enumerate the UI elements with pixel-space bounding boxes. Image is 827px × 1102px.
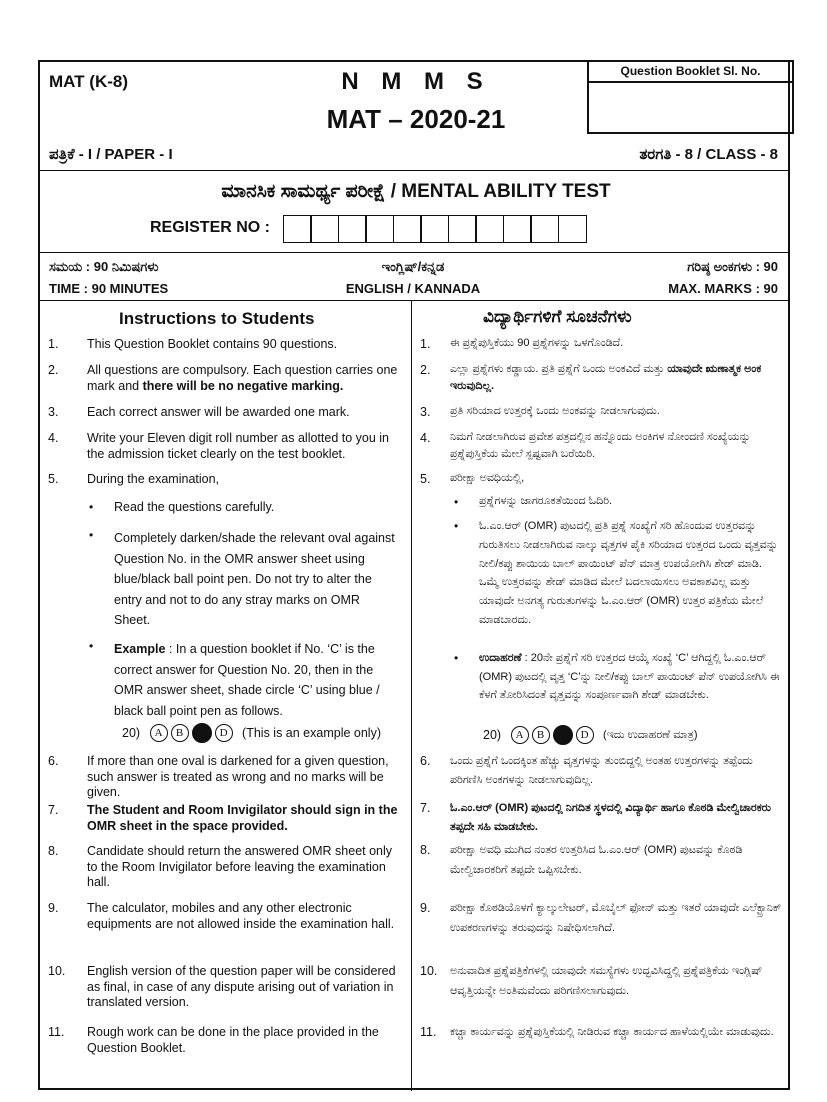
- kannada-instruction-5: ಪರೀಕ್ಷಾ ಅವಧಿಯಲ್ಲಿ,: [450, 472, 525, 484]
- register-number-boxes: [284, 215, 587, 243]
- item-number: 7.: [48, 803, 59, 817]
- exam-code: MAT (K-8): [49, 72, 128, 91]
- max-marks-kannada: ಗರಿಷ್ಠ ಅಂಕಗಳು : 90: [687, 259, 778, 274]
- kannada-instruction-10: ಅನುವಾದಿತ ಪ್ರಶ್ನೆಪತ್ರಿಕೆಗಳಲ್ಲಿ ಯಾವುದೇ ಸಮಸ್ಯೆಗಳು ಉದ್ಭವಿಸಿದ್ದಲ್ಲಿ ಪ್ರಶ್ನೆಪತ್ರಿಕೆಯ ಇಂಗ್ಲಿಷ್ ಆವೃತ್ತಿಯನ್ನೇ ಅಂತಿಮವೆಂದು ಪರಿಗಣಿಸಲಾಗುವುದು.: [450, 965, 763, 997]
- column-divider: [411, 301, 412, 1091]
- test-title: ಮಾನಸಿಕ ಸಾಮರ್ಥ್ಯ ಪರೀಕ್ಷೆ / MENTAL ABILITY TEST: [221, 181, 611, 202]
- paper-label: ಪತ್ರಿಕೆ - I / PAPER - I: [49, 146, 173, 163]
- instruction-3: Each correct answer will be awarded one mark.: [87, 405, 350, 419]
- item-number: 5.: [420, 472, 431, 486]
- item-number: 1.: [48, 337, 59, 351]
- page-frame: [38, 60, 790, 1090]
- kannada-instruction-5-bullet-1: ಪ್ರಶ್ನೆಗಳನ್ನು ಜಾಗರೂಕತೆಯಿಂದ ಓದಿರಿ.: [479, 495, 613, 507]
- example-omr-english: [122, 723, 381, 743]
- time-english: TIME : 90 MINUTES: [49, 281, 169, 296]
- kannada-instruction-4: ನಿಮಗೆ ನೀಡಲಾಗಿರುವ ಪ್ರವೇಶ ಪತ್ರದಲ್ಲಿನ ಹನ್ನೊಂದು ಅಂಕಿಗಳ ನೋಂದಣಿ ಸಂಖ್ಯೆಯನ್ನು ಪ್ರಶ್ನೆಪುಸ್ತಿಕೆಯ ಮೇಲೆ ಸ್ಪಷ್ಟವಾಗಿ ಬರೆಯಿರಿ.: [450, 431, 751, 460]
- instructions-heading-english: Instructions to Students: [119, 309, 315, 328]
- item-number: 11.: [420, 1025, 437, 1039]
- booklet-serial-box: [587, 60, 794, 134]
- booklet-serial-label: Question Booklet Sl. No.: [589, 62, 792, 83]
- instruction-5-bullet-3: Example : In a question booklet if No. ‘C’ is the correct answer for Question No. 20, then in the OMR answer sheet, shade circle ‘C’ using blue / black ball point pen as follows.: [114, 642, 380, 718]
- kannada-instruction-8: ಪರೀಕ್ಷಾ ಅವಧಿ ಮುಗಿದ ನಂತರ ಉತ್ತರಿಸಿದ ಓ.ಎಂ.ಆರ್ (OMR) ಪುಟವನ್ನು ಕೊಠಡಿ ಮೇಲ್ವಿಚಾರಕರಿಗೆ ತಪ್ಪದೇ ಒಪ್ಪಿಸಬೇಕು.: [450, 844, 743, 876]
- kannada-instruction-5-bullet-2: ಓ.ಎಂ.ಆರ್ (OMR) ಪುಟದಲ್ಲಿ ಪ್ರತಿ ಪ್ರಶ್ನೆ ಸಂಖ್ಯೆಗೆ ಸರಿ ಹೊಂದುವ ಉತ್ತರವನ್ನು ಗುರುತಿಸಲು ನೀಡಲಾಗಿರುವ ನಾಲ್ಕು ವೃತ್ತಗಳ ಪೈಕಿ ಸರಿಯಾದ ಉತ್ತರದ ಒಂದು ವೃತ್ತವನ್ನು ನೀಲಿ/ಕಪ್ಪು ಶಾಯಿಯ ಬಾಲ್ ಪಾಯಿಂಟ್ ಪೆನ್ ಮಾತ್ರ ಉಪಯೋಗಿಸಿ ಶೇಡ್ ಮಾಡಿ. ಒಮ್ಮೆ ಉತ್ತರವನ್ನು ಶೇಡ್ ಮಾಡಿದ ಮೇಲೆ ಬದಲಾಯಿಸಲು ಅವಕಾಶವಿಲ್ಲ ಮತ್ತು ಯಾವುದೇ ಅನಗತ್ಯ ಗುರುತುಗಳನ್ನು ಓ.ಎಂ.ಆರ್ (OMR) ಉತ್ತರ ಪತ್ರಿಕೆಯ ಮೇಲೆ ಮಾಡಬಾರದು.: [479, 520, 778, 626]
- bullet: •: [454, 651, 459, 665]
- item-number: 3.: [420, 405, 431, 419]
- instruction-2: All questions are compulsory. Each question carries one mark and there will be no negative marking.: [87, 363, 398, 393]
- item-number: 5.: [48, 472, 59, 486]
- kannada-instruction-5-bullet-3: ಉದಾಹರಣೆ : 20ನೇ ಪ್ರಶ್ನೆಗೆ ಸರಿ ಉತ್ತರದ ಆಯ್ಕೆ ಸಂಖ್ಯೆ ‘C’ ಆಗಿದ್ದಲ್ಲಿ ಓ.ಎಂ.ಆರ್ (OMR) ಪುಟದಲ್ಲಿ ವೃತ್ತ ‘C’ನ್ನು ನೀಲಿ/ಕಪ್ಪು ಬಾಲ್ ಪಾಯಿಂಟ್ ಪೆನ್ ಉಪಯೋಗಿಸಿ ಈ ಕೆಳಗೆ ತೋರಿಸಿದಂತೆ ವೃತ್ತವನ್ನು ಸಂಪೂರ್ಣವಾಗಿ ಶೇಡ್ ಮಾಡಬೇಕು.: [479, 652, 780, 701]
- option-b-oval: B: [532, 726, 550, 744]
- instruction-4: Write your Eleven digit roll number as allotted to you in the admission ticket clearly on the test booklet.: [87, 431, 390, 461]
- instruction-1: This Question Booklet contains 90 questions.: [87, 337, 338, 351]
- item-number: 6.: [420, 754, 431, 768]
- bullet: •: [454, 519, 459, 533]
- instruction-7: The Student and Room Invigilator should sign in the OMR sheet in the space provided.: [87, 803, 398, 833]
- instruction-9: The calculator, mobiles and any other electronic equipments are not allowed inside the examination hall.: [87, 901, 395, 931]
- kannada-instruction-2: ಎಲ್ಲಾ ಪ್ರಶ್ನೆಗಳು ಕಡ್ಡಾಯ. ಪ್ರತಿ ಪ್ರಶ್ನೆಗೆ ಒಂದು ಅಂಕವಿದೆ ಮತ್ತು ಯಾವುದೇ ಋಣಾತ್ಮಕ ಅಂಕ ಇರುವುದಿಲ್ಲ.: [450, 363, 762, 392]
- option-b-oval: B: [171, 724, 189, 742]
- option-a-oval: A: [150, 724, 168, 742]
- item-number: 10.: [48, 964, 66, 978]
- bullet: •: [89, 500, 94, 514]
- example-note: (ಇದು ಉದಾಹರಣೆ ಮಾತ್ರ): [603, 728, 698, 741]
- option-c-oval-filled: [192, 723, 212, 743]
- register-label: REGISTER NO :: [150, 219, 271, 236]
- item-number: 10.: [420, 964, 438, 978]
- language-kannada: ಇಂಗ್ಲಿಷ್/ಕನ್ನಡ: [381, 259, 445, 274]
- item-number: 11.: [48, 1025, 65, 1039]
- language-english: ENGLISH / KANNADA: [345, 281, 481, 296]
- instruction-6: If more than one oval is darkened for a given question, such answer is treated as wrong and no marks will be given.: [87, 754, 389, 799]
- divider: [40, 170, 788, 171]
- instruction-5: During the examination,: [87, 472, 220, 486]
- kannada-instruction-11: ಕಚ್ಚಾ ಕಾರ್ಯವನ್ನು ಪ್ರಶ್ನೆಪುಸ್ತಿಕೆಯಲ್ಲಿ ನೀಡಿರುವ ಕಚ್ಚಾ ಕಾರ್ಯದ ಹಾಳೆಯಲ್ಲಿಯೇ ಮಾಡುವುದು.: [450, 1026, 774, 1038]
- instruction-5-bullet-2: Completely darken/shade the relevant oval against Question No. in the OMR answer sheet using blue/black ball point pen. Do not try to alter the entry and not to do any stray marks on OMR Sheet.: [114, 531, 395, 627]
- max-marks-english: MAX. MARKS : 90: [668, 281, 778, 296]
- item-number: 8.: [420, 843, 431, 857]
- option-d-oval: D: [576, 726, 594, 744]
- item-number: 1.: [420, 337, 431, 351]
- instruction-8: Candidate should return the answered OMR sheet only to the Room Invigilator before leaving the examination hall.: [87, 844, 393, 889]
- option-d-oval: D: [215, 724, 233, 742]
- class-label: ತರಗತಿ - 8 / CLASS - 8: [639, 146, 778, 163]
- example-question-number: 20): [483, 728, 502, 742]
- instruction-10: English version of the question paper will be considered as final, in case of any dispute arising out of variation in translated version.: [87, 964, 396, 1009]
- item-number: 6.: [48, 754, 59, 768]
- item-number: 4.: [420, 431, 431, 445]
- exam-name: N M M S: [341, 68, 491, 95]
- exam-title: MAT – 2020-21: [326, 104, 506, 134]
- kannada-instruction-3: ಪ್ರತಿ ಸರಿಯಾದ ಉತ್ತರಕ್ಕೆ ಒಂದು ಅಂಕವನ್ನು ನೀಡಲಾಗುವುದು.: [450, 405, 660, 417]
- bullet: •: [454, 495, 459, 509]
- kannada-instruction-6: ಒಂದು ಪ್ರಶ್ನೆಗೆ ಒಂದಕ್ಕಿಂತ ಹೆಚ್ಚು ವೃತ್ತಗಳನ್ನು ತುಂಬಿದ್ದಲ್ಲಿ ಅಂತಹ ಉತ್ತರಗಳನ್ನು ತಪ್ಪೆಂದು ಪರಿಗಣಿಸಿ ಅಂಕಗಳನ್ನು ನೀಡಲಾಗುವುದಿಲ್ಲ.: [450, 755, 753, 786]
- kannada-instruction-7: ಓ.ಎಂ.ಆರ್ (OMR) ಪುಟದಲ್ಲಿ ನಿಗದಿತ ಸ್ಥಳದಲ್ಲಿ ವಿದ್ಯಾರ್ಥಿ ಹಾಗೂ ಕೊಠಡಿ ಮೇಲ್ವಿಚಾರಕರು ತಪ್ಪದೇ ಸಹಿ ಮಾಡಬೇಕು.: [450, 802, 771, 833]
- time-kannada: ಸಮಯ : 90 ನಿಮಿಷಗಳು: [49, 259, 159, 274]
- example-question-number: 20): [122, 726, 141, 740]
- item-number: 2.: [420, 363, 431, 377]
- item-number: 8.: [48, 844, 59, 858]
- item-number: 3.: [48, 405, 59, 419]
- item-number: 9.: [48, 901, 59, 915]
- bullet: •: [89, 639, 94, 653]
- option-c-oval-filled: [553, 725, 573, 745]
- item-number: 9.: [420, 901, 431, 915]
- example-omr-kannada: [483, 725, 698, 745]
- option-a-oval: A: [511, 726, 529, 744]
- instruction-11: Rough work can be done in the place provided in the Question Booklet.: [87, 1025, 379, 1055]
- item-number: 7.: [420, 801, 431, 815]
- divider: [40, 300, 788, 301]
- example-note: (This is an example only): [242, 726, 381, 740]
- kannada-instruction-9: ಪರೀಕ್ಷಾ ಕೊಠಡಿಯೊಳಗೆ ಕ್ಯಾಲ್ಕುಲೇಟರ್, ಮೊಬೈಲ್ ಫೋನ್ ಮತ್ತು ಇತರೆ ಯಾವುದೇ ಎಲೆಕ್ಟ್ರಾನಿಕ್ ಉಪಕರಣಗಳನ್ನು ತರುವುದನ್ನು ನಿಷೇಧಿಸಲಾಗಿದೆ.: [450, 902, 782, 934]
- kannada-instruction-1: ಈ ಪ್ರಶ್ನೆಪುಸ್ತಿಕೆಯು 90 ಪ್ರಶ್ನೆಗಳನ್ನು ಒಳಗೊಂಡಿದೆ.: [450, 337, 624, 349]
- instructions-heading-kannada: ವಿದ್ಯಾರ್ಥಿಗಳಿಗೆ ಸೂಚನೆಗಳು: [483, 307, 632, 326]
- divider: [40, 252, 788, 253]
- bullet: •: [89, 528, 94, 542]
- item-number: 2.: [48, 363, 59, 377]
- item-number: 4.: [48, 431, 59, 445]
- instruction-5-bullet-1: Read the questions carefully.: [114, 500, 275, 514]
